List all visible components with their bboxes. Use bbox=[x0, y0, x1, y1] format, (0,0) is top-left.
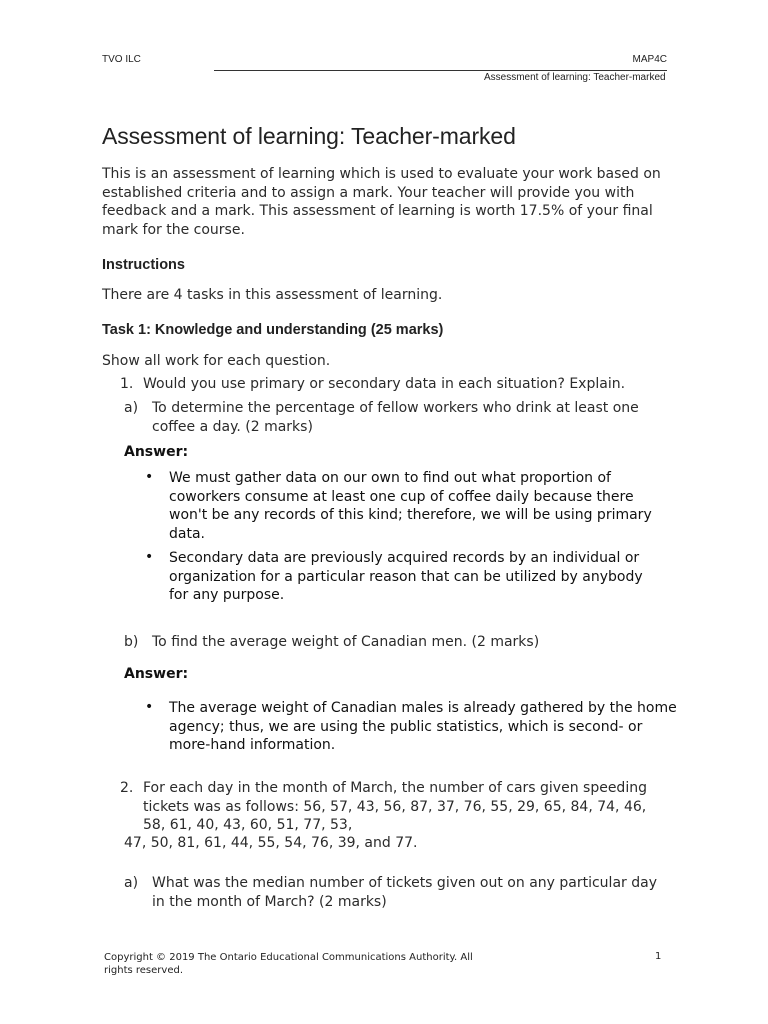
bullet-line: more-hand information. bbox=[169, 737, 336, 753]
bullet-line: agency; thus, we are using the public statistics, which is second- or bbox=[169, 718, 643, 735]
q2a-line: What was the median number of tickets given out on any particular day bbox=[152, 875, 657, 891]
q1a-marker: a) bbox=[124, 400, 139, 416]
footer-copyright-clip bbox=[104, 951, 524, 976]
header-subtitle: Assessment of learning: Teacher-marked bbox=[484, 72, 666, 83]
bullet-line: won't be any records of this kind; therefore, we will be using primary bbox=[169, 507, 652, 523]
q1a-line: coffee a day. (2 marks) bbox=[152, 418, 313, 435]
intro-line: mark for the course. bbox=[102, 221, 245, 238]
intro-line: established criteria and to assign a mark. Your teacher will provide you with bbox=[102, 184, 635, 201]
q2-text bbox=[143, 779, 647, 835]
bullet-line: We must gather data on our own to find out what proportion of bbox=[169, 470, 611, 486]
bullet-icon: • bbox=[145, 699, 154, 715]
q1a-line: To determine the percentage of fellow workers who drink at least one bbox=[152, 400, 639, 416]
q1a-bullet-2 bbox=[169, 549, 643, 605]
header-right: MAP4C bbox=[632, 54, 667, 65]
q1b-marker: b) bbox=[124, 634, 139, 650]
q2-line: 58, 61, 40, 43, 60, 51, 77, 53, bbox=[143, 817, 353, 833]
page-number: 1 bbox=[655, 951, 662, 962]
q1-number: 1. bbox=[120, 376, 134, 392]
instructions-text: There are 4 tasks in this assessment of learning. bbox=[102, 287, 443, 303]
intro-line: feedback and a mark. This assessment of learning is worth 17.5% of your final bbox=[102, 203, 653, 219]
q2a-line: in the month of March? (2 marks) bbox=[152, 893, 387, 910]
task1-heading: Task 1: Knowledge and understanding (25 marks) bbox=[102, 322, 444, 338]
bullet-line: Secondary data are previously acquired records by an individual or bbox=[169, 550, 640, 566]
bullet-icon: • bbox=[145, 549, 154, 565]
instructions-heading: Instructions bbox=[102, 257, 185, 273]
header-left: TVO ILC bbox=[102, 54, 141, 65]
bullet-line: data. bbox=[169, 525, 205, 542]
intro-paragraph bbox=[102, 165, 661, 239]
task1-intro: Show all work for each question. bbox=[102, 353, 331, 369]
bullet-line: for any purpose. bbox=[169, 587, 285, 603]
q2-line: For each day in the month of March, the number of cars given speeding bbox=[143, 780, 647, 796]
bullet-icon: • bbox=[145, 469, 154, 485]
header-subtitle-clip bbox=[484, 72, 666, 86]
q2-number: 2. bbox=[120, 780, 134, 796]
bullet-line: organization for a particular reason that can be utilized by anybody bbox=[169, 568, 643, 585]
header-rule bbox=[214, 70, 667, 71]
footer-copyright: Copyright © 2019 The Ontario Educational Communications Authority. All rights reserved. bbox=[104, 952, 473, 976]
q2a-marker: a) bbox=[124, 875, 139, 891]
q1b-bullet-1 bbox=[169, 699, 677, 755]
q1-text: Would you use primary or secondary data in each situation? Explain. bbox=[143, 376, 626, 392]
bullet-line: The average weight of Canadian males is already gathered by the home bbox=[169, 700, 677, 716]
page-title: Assessment of learning: Teacher-marked bbox=[102, 123, 516, 149]
intro-line: This is an assessment of learning which is used to evaluate your work based on bbox=[102, 166, 661, 182]
q1b-answer-label: Answer: bbox=[124, 666, 189, 682]
q1b-text: To find the average weight of Canadian men. (2 marks) bbox=[152, 634, 540, 650]
q2-line: tickets was as follows: 56, 57, 43, 56, 87, 37, 76, 55, 29, 65, 84, 74, 46, bbox=[143, 798, 647, 815]
q1a-bullet-1 bbox=[169, 469, 652, 543]
q1a-text bbox=[152, 399, 639, 436]
q2a-text bbox=[152, 874, 657, 911]
q1a-answer-label: Answer: bbox=[124, 444, 189, 460]
q2-continuation: 47, 50, 81, 61, 44, 55, 54, 76, 39, and 77. bbox=[124, 835, 418, 851]
bullet-line: coworkers consume at least one cup of coffee daily because there bbox=[169, 488, 634, 505]
